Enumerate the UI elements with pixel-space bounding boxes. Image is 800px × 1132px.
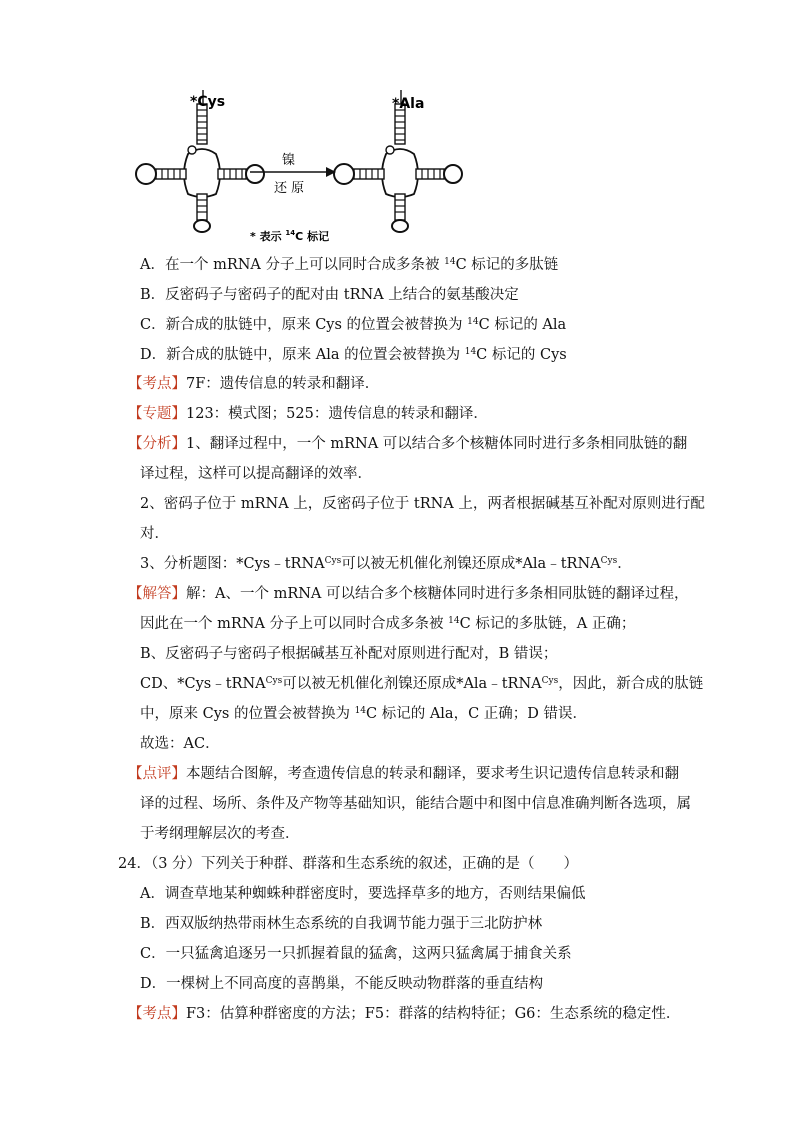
zhuanti-line: 【专题】123：模式图；525：遗传信息的转录和翻译． (128, 406, 488, 422)
dianping-line-1: 【点评】本题结合图解，考查遗传信息的转录和翻译，要求考生识记遗传信息转录和翻 (128, 766, 679, 782)
jieda-line-4: CD、*Cys﹣tRNA$^{Cys}$可以被无机催化剂镍还原成*Ala﹣tRNA$^{Cys}$，因此，新合成的肽链 (140, 676, 704, 692)
jieda-line-3: B、反密码子与密码子根据碱基互补配对原则进行配对，B 错误； (140, 646, 558, 662)
arrow-bottom-label: 还 原 (274, 181, 305, 196)
diagram-legend: * 表示 $^{14}$C 标记 (250, 229, 330, 243)
dianping-tag: 【点评】 (128, 766, 186, 782)
fenxi-line-5: 3、分析题图：*Cys﹣tRNA$^{Cys}$可以被无机催化剂镍还原成*Ala﹣tRNA$^{Cys}$． (140, 556, 632, 572)
zhuanti-tag: 【专题】 (128, 406, 186, 422)
fenxi-line-1: 【分析】1、翻译过程中，一个 mRNA 可以结合多个核糖体同时进行多条相同肽链的翻 (128, 436, 688, 452)
option-b: B．反密码子与密码子的配对由 tRNA 上结合的氨基酸决定 (140, 287, 519, 303)
jieda-line-6: 故选：AC． (140, 736, 220, 752)
jieda-line-1: 【解答】解：A、一个 mRNA 可以结合多个核糖体同时进行多条相同肽链的翻译过程， (128, 586, 689, 602)
q24-option-d: D．一棵树上不同高度的喜鹊巢，不能反映动物群落的垂直结构 (140, 976, 544, 992)
trna-diagram-svg (130, 88, 470, 244)
option-c: C．新合成的肽链中，原来 Cys 的位置会被替换为 $^{14}$C 标记的 Ala (140, 317, 567, 333)
fenxi-line-3: 2、密码子位于 mRNA 上，反密码子位于 tRNA 上，两者根据碱基互补配对原则进行配 (140, 496, 705, 512)
fenxi-tag: 【分析】 (128, 436, 186, 452)
fenxi-line-2: 译过程，这样可以提高翻译的效率． (140, 466, 372, 482)
jieda-line-5: 中，原来 Cys 的位置会被替换为 $^{14}$C 标记的 Ala，C 正确；D 错误． (140, 706, 588, 722)
q24-kaodian-line: 【考点】F3：估算种群密度的方法；F5：群落的结构特征；G6：生态系统的稳定性． (128, 1006, 681, 1022)
label-cys: *Cys (190, 94, 226, 110)
trna-left (136, 90, 264, 232)
kaodian-line: 【考点】7F：遗传信息的转录和翻译． (128, 376, 380, 392)
option-d: D．新合成的肽链中，原来 Ala 的位置会被替换为 $^{14}$C 标记的 Cys (140, 347, 567, 363)
kaodian-tag: 【考点】 (128, 376, 186, 392)
label-ala: *Ala (392, 96, 425, 112)
q24-option-b: B．西双版纳热带雨林生态系统的自我调节能力强于三北防护林 (140, 916, 543, 932)
trna-reduction-diagram (130, 88, 470, 244)
dianping-line-3: 于考纲理解层次的考查． (140, 826, 300, 842)
option-a: A．在一个 mRNA 分子上可以同时合成多条被 $^{14}$C 标记的多肽链 (140, 257, 559, 273)
jieda-line-2: 因此在一个 mRNA 分子上可以同时合成多条被 $^{14}$C 标记的多肽链，A 正确； (140, 616, 636, 632)
q24-stem: 24．（3 分）下列关于种群、群落和生态系统的叙述，正确的是（ ） (118, 856, 579, 872)
dianping-line-2: 译的过程、场所、条件及产物等基础知识，能结合题中和图中信息准确判断各选项，属 (140, 796, 691, 812)
q24-kaodian-tag: 【考点】 (128, 1006, 186, 1022)
fenxi-line-4: 对． (140, 526, 169, 542)
arrow-top-label: 镍 (282, 153, 296, 168)
q24-option-c: C．一只猛禽追逐另一只抓握着鼠的猛禽，这两只猛禽属于捕食关系 (140, 946, 572, 962)
jieda-tag: 【解答】 (128, 586, 186, 602)
q24-option-a: A．调查草地某种蜘蛛种群密度时，要选择草多的地方，否则结果偏低 (140, 886, 586, 902)
